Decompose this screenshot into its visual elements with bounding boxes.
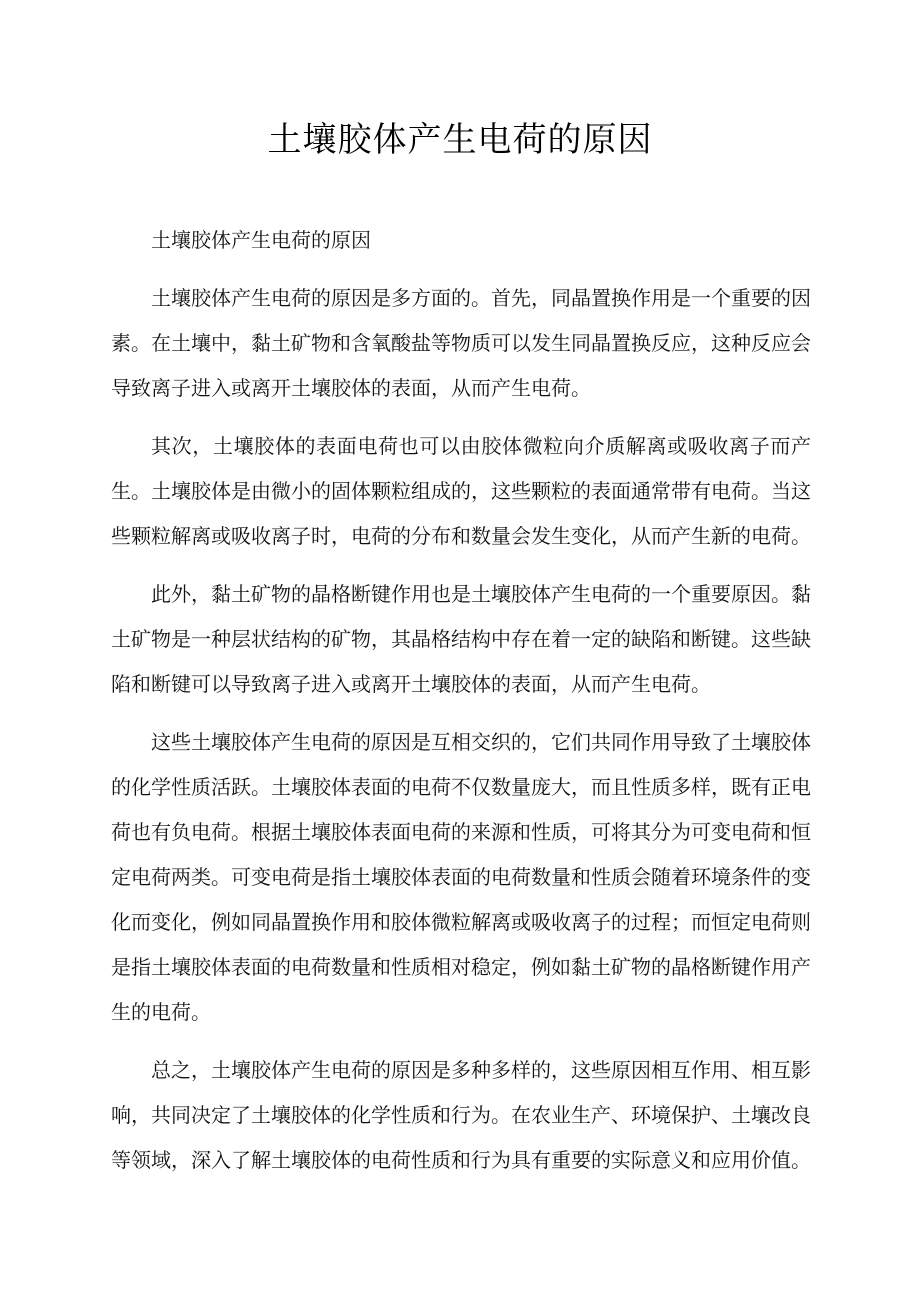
paragraph-1: 土壤胶体产生电荷的原因是多方面的。首先，同晶置换作用是一个重要的因素。在土壤中，黏土矿物和含氧酸盐等物质可以发生同晶置换反应，这种反应会导致离子进入或离开土壤胶体的表面，从而产生电荷。 (111, 286, 811, 400)
document-title: 土壤胶体产生电荷的原因 (267, 120, 653, 160)
paragraph-5: 总之，土壤胶体产生电荷的原因是多种多样的，这些原因相互作用、相互影响，共同决定了土壤胶体的化学性质和行为。在农业生产、环境保护、土壤改良等领域，深入了解土壤胶体的电荷性质和行为具有重要的实际意义和应用价值。 (111, 1058, 811, 1172)
paragraph-3: 此外，黏土矿物的晶格断键作用也是土壤胶体产生电荷的一个重要原因。黏土矿物是一种层状结构的矿物，其晶格结构中存在着一定的缺陷和断键。这些缺陷和断键可以导致离子进入或离开土壤胶体的表面，从而产生电荷。 (111, 582, 811, 696)
document-subtitle: 土壤胶体产生电荷的原因 (151, 228, 371, 252)
paragraph-4: 这些土壤胶体产生电荷的原因是互相交织的，它们共同作用导致了土壤胶体的化学性质活跃。土壤胶体表面的电荷不仅数量庞大，而且性质多样，既有正电荷也有负电荷。根据土壤胶体表面电荷的来源和性质，可将其分为可变电荷和恒定电荷两类。可变电荷是指土壤胶体表面的电荷数量和性质会随着环境条件的变化而变化，例如同晶置换作用和胶体微粒解离或吸收离子的过程；而恒定电荷则是指土壤胶体表面的电荷数量和性质相对稳定，例如黏土矿物的晶格断键作用产生的电荷。 (111, 730, 811, 1024)
document-body (111, 218, 811, 1196)
paragraph-2: 其次，土壤胶体的表面电荷也可以由胶体微粒向介质解离或吸收离子而产生。土壤胶体是由微小的固体颗粒组成的，这些颗粒的表面通常带有电荷。当这些颗粒解离或吸收离子时，电荷的分布和数量会发生变化，从而产生新的电荷。 (111, 434, 811, 548)
